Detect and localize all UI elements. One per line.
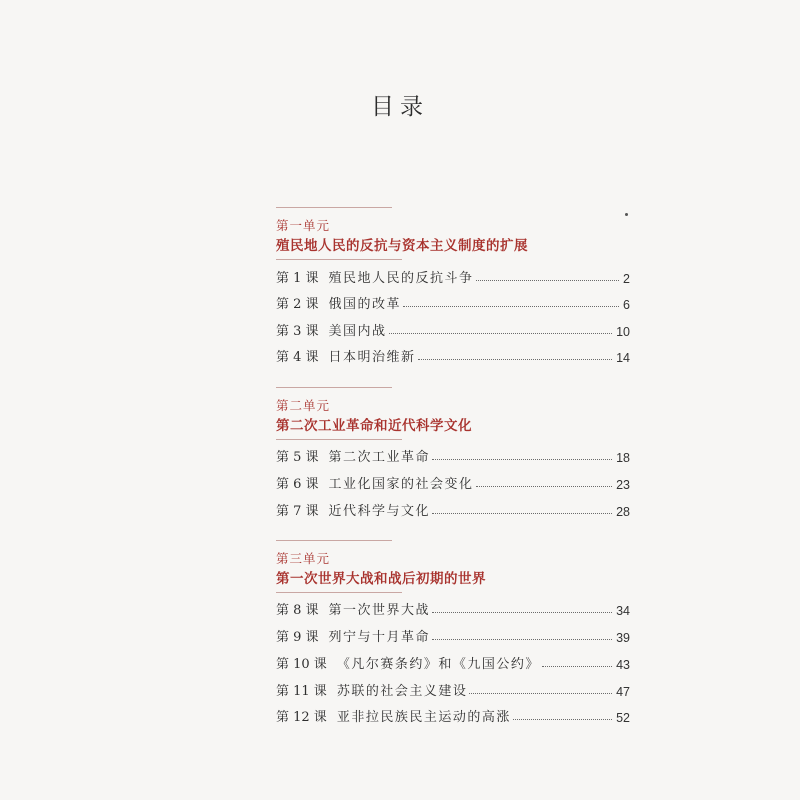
dot-leader	[418, 359, 613, 360]
page-number: 39	[616, 631, 630, 645]
lesson-number: 第 1 课	[276, 271, 319, 286]
page-number: 28	[616, 505, 630, 519]
lesson-number: 第 6 课	[276, 477, 319, 492]
toc-entry[interactable]	[276, 319, 630, 339]
lesson-title: 殖民地人民的反抗斗争	[328, 271, 474, 286]
dot-leader	[389, 333, 613, 334]
page-number: 2	[623, 272, 630, 286]
lesson-number: 第 8 课	[276, 603, 319, 618]
lesson-title: 亚非拉民族民主运动的高涨	[336, 710, 511, 725]
dot-leader	[476, 280, 619, 281]
page-number: 10	[616, 325, 630, 339]
lesson-title: 苏联的社会主义建设	[336, 684, 468, 699]
toc-entry[interactable]	[276, 499, 630, 519]
unit-title: 第二次工业革命和近代科学文化	[276, 418, 472, 434]
toc-entry[interactable]	[276, 705, 630, 725]
toc-entry[interactable]	[276, 345, 630, 365]
toc-entry[interactable]	[276, 652, 630, 672]
unit-title: 殖民地人民的反抗与资本主义制度的扩展	[276, 238, 528, 254]
lesson-title: 俄国的改革	[328, 297, 402, 312]
lesson-number: 第 10 课	[276, 657, 327, 672]
page-number: 34	[616, 604, 630, 618]
unit-divider	[276, 592, 402, 593]
toc-entry[interactable]	[276, 598, 630, 618]
dot-leader	[513, 719, 612, 720]
lesson-number: 第 4 课	[276, 350, 319, 365]
dot-leader	[432, 513, 612, 514]
lesson-title: 工业化国家的社会变化	[328, 477, 474, 492]
lesson-number: 第 2 课	[276, 297, 319, 312]
page-number: 18	[616, 451, 630, 465]
lesson-title: 《凡尔赛条约》和《九国公约》	[336, 657, 540, 672]
unit-top-rule	[276, 207, 392, 208]
toc-entry[interactable]	[276, 292, 630, 312]
unit-top-rule	[276, 540, 392, 541]
dot-leader	[469, 693, 612, 694]
lesson-number: 第 11 课	[276, 684, 327, 699]
unit-title: 第一次世界大战和战后初期的世界	[276, 571, 486, 587]
dot-leader	[542, 666, 612, 667]
lesson-title: 日本明治维新	[328, 350, 416, 365]
lesson-title: 列宁与十月革命	[328, 630, 431, 645]
paper-speck	[625, 213, 628, 216]
page-number: 47	[616, 685, 630, 699]
toc-entry[interactable]	[276, 472, 630, 492]
page-number: 14	[616, 351, 630, 365]
lesson-number: 第 9 课	[276, 630, 319, 645]
page-title: 目录	[371, 94, 429, 120]
lesson-number: 第 12 课	[276, 710, 327, 725]
dot-leader	[476, 486, 613, 487]
unit-divider	[276, 439, 402, 440]
lesson-title: 第一次世界大战	[328, 603, 431, 618]
toc-entry[interactable]	[276, 679, 630, 699]
lesson-title: 美国内战	[328, 324, 387, 339]
toc-entry[interactable]	[276, 266, 630, 286]
lesson-title: 第二次工业革命	[328, 450, 431, 465]
unit-number: 第二单元	[276, 398, 331, 413]
unit-top-rule	[276, 387, 392, 388]
page-number: 23	[616, 478, 630, 492]
page-number: 43	[616, 658, 630, 672]
page-number: 6	[623, 298, 630, 312]
lesson-number: 第 3 课	[276, 324, 319, 339]
toc-entry[interactable]	[276, 625, 630, 645]
lesson-number: 第 7 课	[276, 504, 319, 519]
toc-entry[interactable]	[276, 445, 630, 465]
lesson-number: 第 5 课	[276, 450, 319, 465]
lesson-title: 近代科学与文化	[328, 504, 431, 519]
page-number: 52	[616, 711, 630, 725]
unit-number: 第一单元	[276, 218, 331, 233]
dot-leader	[432, 639, 612, 640]
dot-leader	[432, 612, 612, 613]
dot-leader	[432, 459, 612, 460]
unit-number: 第三单元	[276, 551, 331, 566]
unit-divider	[276, 259, 402, 260]
dot-leader	[403, 306, 619, 307]
